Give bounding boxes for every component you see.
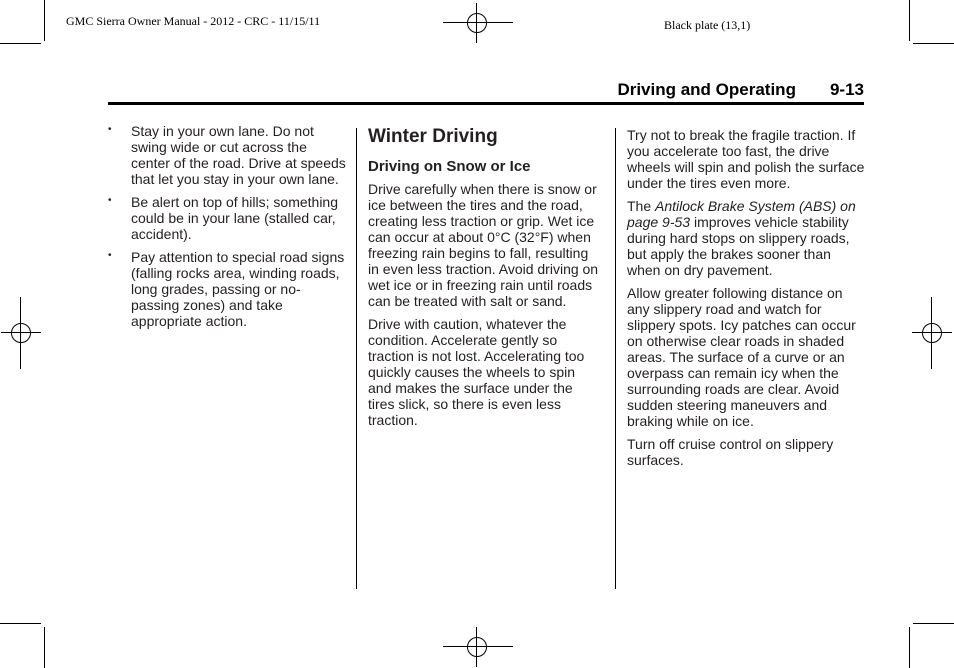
section-title: Driving and Operating (617, 80, 796, 99)
paragraph-text: The (627, 198, 656, 214)
paragraph (627, 198, 867, 278)
column-1 (108, 123, 348, 336)
bullet-text: Stay in your own lane. Do not swing wide or cut across the center of the road. Drive at speeds that let you stay in your own lane. (131, 123, 346, 187)
list-item (108, 194, 348, 242)
bullet-text: Be alert on top of hills; something could be in your lane (stalled car, accident). (131, 194, 339, 242)
list-item (108, 249, 348, 329)
crop-mark (913, 623, 954, 624)
slug-left: GMC Sierra Owner Manual - 2012 - CRC - 11/15/11 (66, 14, 321, 28)
crop-mark (909, 0, 910, 41)
section-heading: Winter Driving (368, 126, 498, 147)
crop-mark (44, 627, 45, 668)
subsection-heading: Driving on Snow or Ice (368, 158, 531, 175)
bullet-icon: • (108, 124, 112, 135)
bullet-icon: • (108, 195, 112, 206)
slug-right: Black plate (13,1) (664, 18, 751, 32)
running-head (617, 80, 864, 100)
crop-mark (909, 627, 910, 668)
paragraph: Allow greater following distance on any slippery road and watch for slippery spots. Icy patches can occur on otherwise clear roads in shaded areas. The surface of a curve or an overpass can remain icy when the surrounding roads are clear. Avoid sudden steering maneuvers and braking while on ice. (627, 285, 856, 429)
paragraph: Turn off cruise control on slippery surfaces. (627, 436, 834, 468)
paragraph-text: improves vehicle stability during hard stops on slippery roads, but apply the brakes sooner than when on dry pavement. (627, 214, 850, 278)
registration-mark-icon (1, 313, 41, 353)
crop-mark (0, 623, 41, 624)
registration-mark-icon (457, 3, 497, 43)
paragraph: Try not to break the fragile traction. If you accelerate too fast, the drive wheels will spin and polish the surface under the tires even more. (627, 127, 865, 191)
column-divider (615, 128, 616, 589)
bullet-text: Pay attention to special road signs (falling rocks area, winding roads, long grades, passing or no-passing zones) and take appropriate action. (131, 249, 345, 329)
column-2 (368, 127, 600, 435)
bullet-icon: • (108, 250, 112, 261)
header-rule (108, 102, 864, 105)
list-item (108, 123, 348, 187)
registration-mark-icon (457, 627, 497, 667)
column-divider (356, 128, 357, 589)
cross-reference-link[interactable]: Antilock Brake System (ABS) on page 9-53 (627, 198, 856, 230)
registration-mark-icon (912, 313, 952, 353)
paragraph: Drive with caution, whatever the condition. Accelerate gently so traction is not lost. Accelerating too quickly causes the wheels to spin and makes the surface under the tires slick, so there is even less traction. (368, 316, 585, 428)
column-3 (627, 127, 867, 475)
crop-mark (44, 0, 45, 41)
paragraph: Drive carefully when there is snow or ice between the tires and the road, creating less traction or grip. Wet ice can occur at about 0°C (32°F) when freezing rain begins to fall, resulting in even less traction. Avoid driving on wet ice or in freezing rain until roads can be treated with salt or sand. (368, 181, 599, 309)
crop-mark (913, 43, 954, 44)
page-number: 9-13 (829, 80, 864, 99)
crop-mark (0, 43, 41, 44)
